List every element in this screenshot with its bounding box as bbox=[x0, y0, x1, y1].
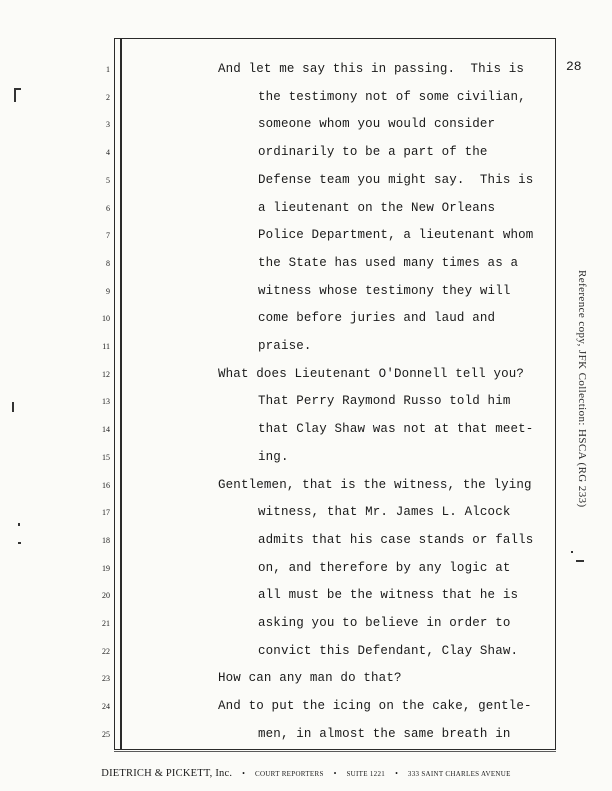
page-number: 28 bbox=[566, 59, 582, 74]
line-number: 11 bbox=[102, 342, 110, 351]
line-number: 22 bbox=[102, 646, 110, 656]
margin-mark bbox=[14, 88, 21, 90]
line-number: 7 bbox=[106, 231, 110, 241]
transcript-line: Gentlemen, that is the witness, the lying bbox=[218, 477, 532, 492]
transcript-line: all must be the witness that he is bbox=[258, 588, 519, 603]
line-number: 10 bbox=[102, 314, 110, 324]
footer-firm: DIETRICH & PICKETT, Inc. bbox=[101, 768, 233, 779]
margin-speck bbox=[571, 551, 573, 553]
line-number: 21 bbox=[102, 619, 110, 628]
transcript-line: witness whose testimony they will bbox=[258, 283, 511, 298]
footer-separator: • bbox=[333, 769, 337, 778]
transcript-line: Police Department, a lieutenant whom bbox=[258, 228, 534, 243]
line-number: 5 bbox=[106, 175, 110, 185]
footer-separator: • bbox=[395, 769, 398, 778]
line-number: 18 bbox=[102, 535, 110, 545]
bottom-rule bbox=[114, 751, 556, 752]
line-number: 19 bbox=[102, 563, 110, 573]
transcript-line: And let me say this in passing. This is bbox=[218, 62, 525, 76]
transcript-line: witness, that Mr. James L. Alcock bbox=[258, 505, 511, 520]
margin-speck bbox=[576, 560, 584, 562]
line-number: 4 bbox=[106, 148, 110, 158]
line-number: 1 bbox=[106, 65, 110, 74]
margin-speck bbox=[12, 402, 14, 412]
line-number: 14 bbox=[102, 425, 110, 435]
line-number: 24 bbox=[102, 702, 110, 712]
line-number: 25 bbox=[102, 729, 110, 739]
transcript-line: Defense team you might say. This is bbox=[258, 172, 534, 187]
transcript-line: And to put the icing on the cake, gentle- bbox=[218, 699, 532, 714]
transcript-line: on, and therefore by any logic at bbox=[258, 560, 511, 575]
line-number: 20 bbox=[102, 591, 110, 601]
transcript-line: that Clay Shaw was not at that meet- bbox=[258, 422, 534, 437]
line-number-rule bbox=[120, 38, 122, 750]
footer-address: 333 SAINT CHARLES AVENUE bbox=[407, 770, 511, 778]
margin-speck bbox=[18, 542, 21, 544]
line-number: 2 bbox=[106, 92, 110, 102]
line-number: 9 bbox=[106, 286, 110, 296]
line-number: 3 bbox=[106, 120, 110, 130]
line-number: 23 bbox=[102, 674, 110, 684]
line-number: 17 bbox=[102, 508, 110, 518]
transcript-line: How can any man do that? bbox=[218, 671, 402, 686]
footer-suite: SUITE 1221 bbox=[346, 770, 386, 778]
transcript-line: ordinarily to be a part of the bbox=[258, 145, 488, 160]
transcript-line: a lieutenant on the New Orleans bbox=[258, 200, 496, 215]
transcript-line: the testimony not of some civilian, bbox=[258, 89, 526, 104]
transcript-line: What does Lieutenant O'Donnell tell you? bbox=[218, 366, 525, 381]
footer-separator: • bbox=[242, 769, 245, 778]
transcript-line: men, in almost the same breath in bbox=[258, 726, 511, 741]
line-number: 8 bbox=[106, 258, 110, 268]
margin-mark bbox=[14, 88, 16, 102]
footer-court-reporters: COURT REPORTERS bbox=[254, 770, 324, 778]
transcript-line: ing. bbox=[258, 449, 289, 464]
transcript-line: someone whom you would consider bbox=[258, 117, 496, 132]
margin-speck bbox=[18, 523, 20, 526]
transcript-line: praise. bbox=[258, 339, 312, 353]
transcript-line: convict this Defendant, Clay Shaw. bbox=[258, 643, 519, 658]
transcript-line: the State has used many times as a bbox=[258, 255, 519, 270]
line-number: 16 bbox=[102, 480, 110, 490]
line-number: 6 bbox=[106, 203, 110, 213]
transcript-line: asking you to believe in order to bbox=[258, 616, 511, 630]
transcript-line: That Perry Raymond Russo told him bbox=[258, 394, 511, 409]
footer bbox=[0, 763, 612, 781]
transcript-line: admits that his case stands or falls bbox=[258, 532, 534, 547]
transcript-line: come before juries and laud and bbox=[258, 311, 496, 326]
line-number: 15 bbox=[102, 452, 110, 462]
archive-stamp: Reference copy, JFK Collection: HSCA (RG 233) bbox=[576, 270, 588, 508]
line-number: 13 bbox=[102, 397, 110, 407]
line-number: 12 bbox=[102, 369, 110, 379]
